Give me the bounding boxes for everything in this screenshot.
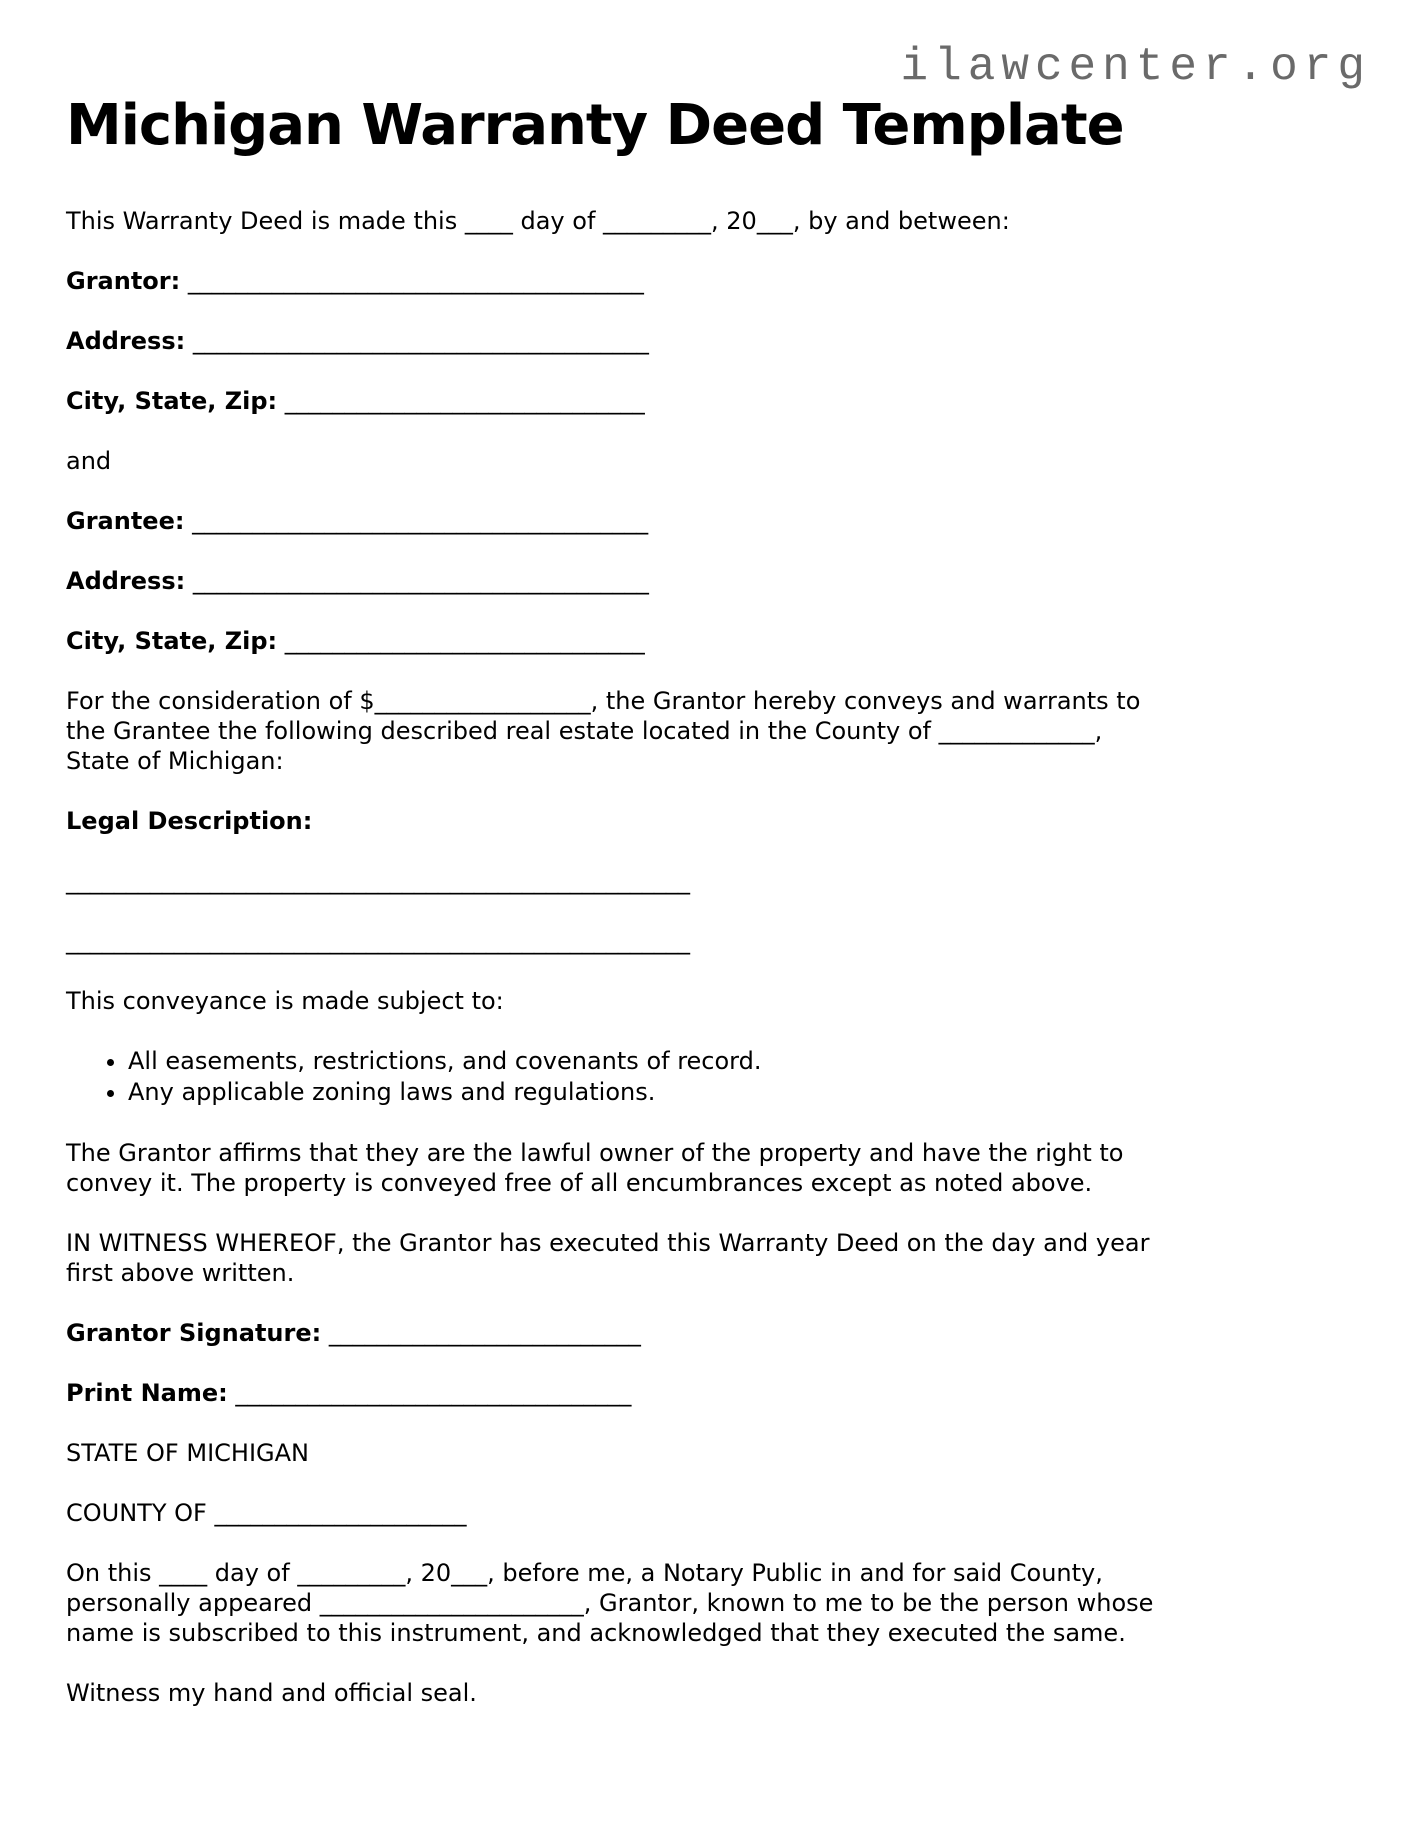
- grantor-signature-label: Grantor Signature:: [66, 1319, 322, 1348]
- affirmation-paragraph: The Grantor affirms that they are the lawful owner of the property and have the right to convey it. The property is conveyed free of all encumbrances except as noted above.: [66, 1139, 1124, 1198]
- grantee-name-blank: ______________________________________: [192, 507, 649, 536]
- legal-description-line-2: ____________________________________________________: [66, 927, 690, 956]
- legal-description-label: Legal Description:: [66, 807, 313, 836]
- legal-description-line-1: ____________________________________________________: [66, 867, 690, 896]
- intro-paragraph: This Warranty Deed is made this ____ day of _________, 20___, by and between:: [66, 207, 1010, 236]
- subject-item-easements: • All easements, restrictions, and covenants of record.: [128, 1046, 1165, 1077]
- grantee-address-label: Address:: [66, 567, 186, 596]
- grantor-name-label: Grantor:: [66, 267, 181, 296]
- grantor-name-blank: ______________________________________: [187, 267, 644, 296]
- grantee-address-row: [66, 566, 1165, 596]
- grantee-citystatezip-blank: ______________________________: [284, 627, 645, 656]
- grantor-signature-row: [66, 1318, 1165, 1348]
- grantee-address-blank: ______________________________________: [192, 567, 649, 596]
- grantor-citystatezip-blank: ______________________________: [284, 387, 645, 416]
- print-name-label: Print Name:: [66, 1379, 228, 1408]
- subject-list: [66, 1046, 1165, 1108]
- and-connector: and: [66, 447, 112, 476]
- print-name-blank: _________________________________: [235, 1379, 632, 1408]
- grantor-signature-blank: __________________________: [328, 1319, 641, 1348]
- notary-paragraph: On this ____ day of _________, 20___, before me, a Notary Public in and for said County, personally appeared ______________________, Grantor, known to me to be the person whose name is subscribed to this instrument, and acknowledged that they executed the same.: [66, 1559, 1154, 1648]
- deed-body: [66, 206, 1165, 1708]
- county-row: [66, 1498, 1165, 1528]
- grantor-address-label: Address:: [66, 327, 186, 356]
- subject-item-zoning: • Any applicable zoning laws and regulations.: [128, 1077, 1165, 1108]
- grantee-citystatezip-row: [66, 626, 1165, 656]
- consideration-paragraph: For the consideration of $__________________, the Grantor hereby conveys and warrants to the Grantee the following described real estate located in the County of _____________, State of Michigan:: [66, 687, 1141, 776]
- grantor-address-blank: ______________________________________: [192, 327, 649, 356]
- county-blank: _____________________: [214, 1499, 467, 1528]
- grantee-citystatezip-label: City, State, Zip:: [66, 627, 278, 656]
- grantor-citystatezip-row: [66, 386, 1165, 416]
- witness-whereof-paragraph: IN WITNESS WHEREOF, the Grantor has executed this Warranty Deed on the day and year first above written.: [66, 1229, 1150, 1288]
- site-watermark: ilawcenter.org: [900, 41, 1371, 93]
- grantor-name-row: [66, 266, 1165, 296]
- closing-line: Witness my hand and official seal.: [66, 1679, 477, 1708]
- grantee-name-label: Grantee:: [66, 507, 185, 536]
- grantee-name-row: [66, 506, 1165, 536]
- county-label: COUNTY OF: [66, 1499, 207, 1528]
- page-title: Michigan Warranty Deed Template: [66, 93, 1124, 158]
- subject-intro: This conveyance is made subject to:: [66, 987, 504, 1016]
- grantor-address-row: [66, 326, 1165, 356]
- legal-description-heading: [66, 806, 1165, 836]
- print-name-row: [66, 1378, 1165, 1408]
- grantor-citystatezip-label: City, State, Zip:: [66, 387, 278, 416]
- state-line: STATE OF MICHIGAN: [66, 1439, 309, 1468]
